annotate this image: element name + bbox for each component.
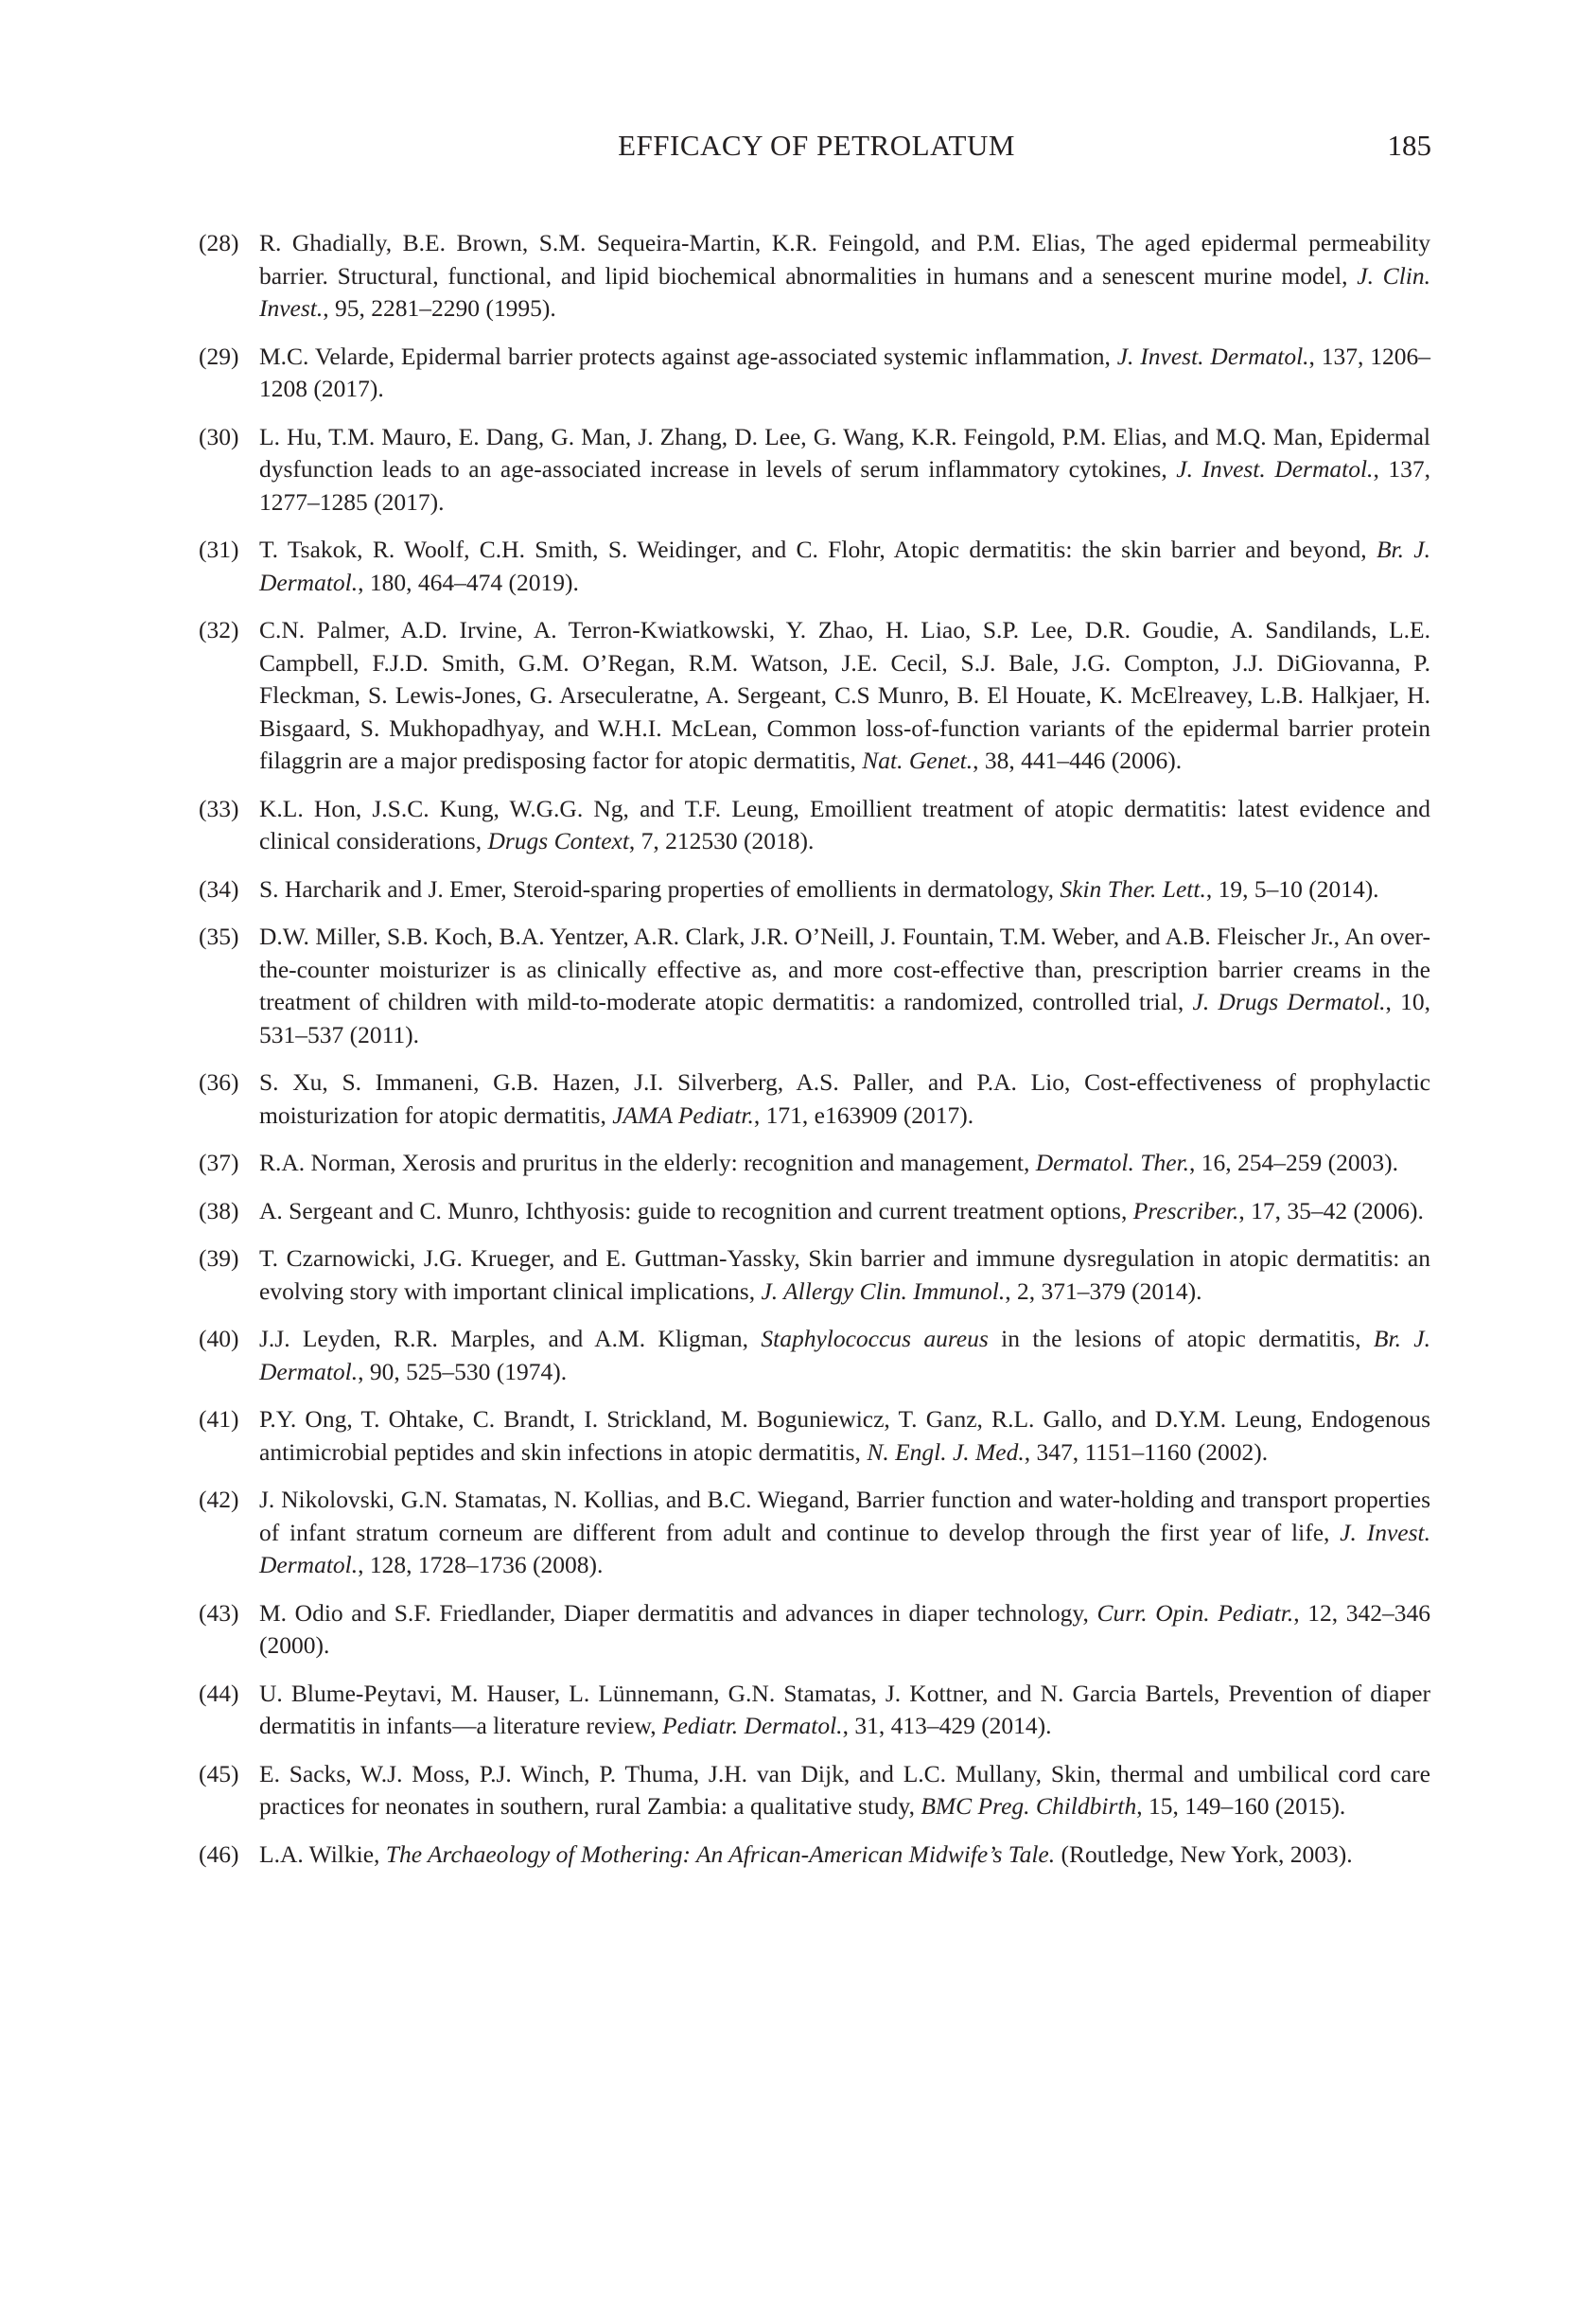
volume-number: 137	[1321, 342, 1359, 370]
volume-number: 16	[1201, 1149, 1226, 1176]
reference-text	[259, 421, 1430, 519]
reference-segment: in the lesions of atopic dermatitis,	[988, 1325, 1374, 1352]
reference-item	[199, 1323, 1430, 1388]
reference-segment: J. Nikolovski, G.N. Stamatas, N. Kollias, and B.C. Wiegand, Barrier function and water-holding and transport properties of infant stratum corneum are different from adult and continue to develop through the first year of life,	[259, 1486, 1430, 1546]
reference-text	[259, 1839, 1430, 1872]
reference-item	[199, 421, 1430, 519]
reference-item	[199, 873, 1430, 907]
volume-number: 2	[1017, 1276, 1029, 1305]
reference-number: (46)	[199, 1840, 239, 1868]
reference-segment: ,	[1373, 455, 1389, 483]
reference-segment: ,	[358, 1357, 370, 1385]
reference-segment: T. Czarnowicki, J.G. Krueger, and E. Guttman-Yassky, Skin barrier and immune dysregulation in atopic dermatitis: an evolving story with important clinical implications,	[259, 1244, 1430, 1305]
volume-number: 95	[335, 294, 360, 322]
journal-title: Skin Ther. Lett.	[1060, 874, 1206, 903]
reference-number: (36)	[199, 1068, 239, 1096]
reference-text	[259, 534, 1430, 599]
reference-segment: J.J. Leyden, R.R. Marples, and A.M. Kligman,	[259, 1325, 762, 1352]
reference-segment: M.C. Velarde, Epidermal barrier protects against age-associated systemic inflammation,	[259, 342, 1117, 370]
journal-title: The Archaeology of Mothering: An African-American Midwife’s Tale.	[385, 1840, 1056, 1868]
reference-segment: , 525–530 (1974).	[394, 1357, 568, 1385]
reference-text	[259, 1403, 1430, 1469]
reference-text	[259, 1195, 1430, 1228]
journal-title: Pediatr. Dermatol.	[662, 1712, 843, 1739]
volume-number: 90	[369, 1357, 395, 1385]
running-header	[202, 129, 1431, 170]
page-number: 185	[1387, 129, 1431, 162]
journal-title: Drugs Context	[487, 827, 629, 854]
reference-segment: ,	[1136, 1792, 1149, 1820]
reference-list	[199, 227, 1430, 1886]
volume-number: 180	[369, 568, 407, 596]
reference-segment: L.A. Wilkie,	[259, 1840, 386, 1868]
volume-number: 347	[1036, 1437, 1073, 1466]
reference-text	[259, 1147, 1430, 1180]
volume-number: 15	[1148, 1792, 1173, 1820]
reference-text	[259, 921, 1430, 1051]
reference-number: (45)	[199, 1759, 239, 1787]
reference-number: (32)	[199, 616, 239, 643]
reference-segment: ,	[1024, 1437, 1037, 1466]
reference-segment: P.Y. Ong, T. Ohtake, C. Brandt, I. Strickland, M. Boguniewicz, T. Ganz, R.L. Gallo, and D.Y.M. Leung, Endogenous antimicrobial peptides and skin infections in atopic dermatitis,	[259, 1405, 1430, 1466]
reference-segment: , 413–429 (2014).	[878, 1712, 1052, 1739]
reference-text	[259, 1066, 1430, 1132]
journal-title: Nat. Genet.	[862, 747, 973, 774]
reference-item	[199, 921, 1430, 1051]
reference-number: (42)	[199, 1486, 239, 1513]
reference-item	[199, 534, 1430, 599]
journal-title: Dermatol. Ther.	[1035, 1149, 1189, 1176]
reference-item	[199, 1147, 1430, 1180]
reference-number: (43)	[199, 1598, 239, 1627]
reference-segment: ,	[1005, 1276, 1018, 1305]
reference-item	[199, 1597, 1430, 1663]
reference-text	[259, 1678, 1430, 1743]
journal-title: Curr. Opin. Pediatr.	[1096, 1598, 1294, 1627]
reference-text	[259, 1484, 1430, 1582]
reference-item	[199, 1242, 1430, 1308]
reference-segment: ,	[358, 568, 370, 596]
reference-segment: T. Tsakok, R. Woolf, C.H. Smith, S. Weidinger, and C. Flohr, Atopic dermatitis: the skin barrier and beyond,	[259, 536, 1377, 563]
reference-segment: ,	[323, 294, 336, 322]
volume-number: 12	[1307, 1598, 1332, 1627]
reference-segment: R. Ghadially, B.E. Brown, S.M. Sequeira-Martin, K.R. Feingold, and P.M. Elias, The aged epidermal permeability barrier. Structural, functional, and lipid biochemical abnormalities in humans and a senescent murine model,	[259, 229, 1430, 290]
reference-segment: L. Hu, T.M. Mauro, E. Dang, G. Man, J. Zhang, D. Lee, G. Wang, K.R. Feingold, P.M. Elias, and M.Q. Man, Epidermal dysfunction leads to an age-associated increase in levels of serum inflammatory cytokines,	[259, 422, 1430, 483]
reference-number: (34)	[199, 874, 239, 903]
volume-number: 31	[854, 1712, 879, 1739]
reference-segment: , 342–346 (2000).	[259, 1598, 1431, 1659]
reference-segment: C.N. Palmer, A.D. Irvine, A. Terron-Kwiatkowski, Y. Zhao, H. Liao, S.P. Lee, D.R. Goudie, A. Sandilands, L.E. Campbell, F.J.D. Smith, G.M. O’Regan, R.M. Watson, J.E. Cecil, S.J. Bale, J.G. Compton, J.J. DiGiovanna, P. Fleckman, S. Lewis-Jones, G. Arseculeratne, A. Sergeant, C.S Munro, B. El Houate, K. McElreavey, L.B. Halkjaer, H. Bisgaard, S. Mukhopadhyay, and W.H.I. McLean, Common loss-of-function variants of the epidermal barrier protein filaggrin are a major predisposing factor for atopic dermatitis,	[259, 616, 1430, 774]
journal-title: Br. J. Dermatol.	[259, 1325, 1430, 1385]
reference-item	[199, 227, 1430, 326]
reference-segment: , 371–379 (2014).	[1028, 1276, 1202, 1305]
reference-number: (35)	[199, 923, 239, 950]
volume-number: 137	[1388, 455, 1425, 483]
reference-text	[259, 614, 1430, 778]
reference-text	[259, 227, 1430, 326]
reference-text	[259, 1323, 1430, 1388]
reference-segment: , 464–474 (2019).	[406, 568, 579, 596]
reference-segment: R.A. Norman, Xerosis and pruritus in the elderly: recognition and management,	[259, 1149, 1036, 1176]
reference-segment: , 2281–2290 (1995).	[359, 294, 556, 322]
reference-segment: K.L. Hon, J.S.C. Kung, W.G.G. Ng, and T.F. Leung, Emoillient treatment of atopic dermatitis: latest evidence and clinical considerations,	[259, 794, 1430, 854]
reference-number: (28)	[199, 229, 239, 256]
reference-text	[259, 1758, 1430, 1823]
reference-number: (31)	[199, 536, 239, 563]
reference-segment: ,	[842, 1712, 855, 1739]
reference-segment: ,	[1385, 988, 1401, 1015]
journal-title: Prescriber.	[1132, 1196, 1239, 1224]
reference-number: (39)	[199, 1244, 239, 1272]
reference-segment: ,	[1308, 342, 1322, 370]
reference-segment: , 531–537 (2011).	[259, 988, 1431, 1048]
volume-number: 10	[1400, 988, 1425, 1015]
reference-number: (38)	[199, 1196, 239, 1224]
reference-item	[199, 1678, 1430, 1743]
reference-item	[199, 793, 1430, 858]
reference-text	[259, 1597, 1430, 1663]
reference-item	[199, 1839, 1430, 1872]
volume-number: 19	[1218, 874, 1243, 903]
reference-segment: , 35–42 (2006).	[1274, 1196, 1424, 1224]
reference-number: (41)	[199, 1405, 239, 1433]
reference-segment: ,	[1205, 874, 1219, 903]
reference-segment: (Routledge, New York, 2003).	[1055, 1840, 1353, 1868]
volume-number: 17	[1251, 1196, 1275, 1224]
journal-title: JAMA Pediatr.	[612, 1100, 754, 1129]
reference-item	[199, 1403, 1430, 1469]
reference-segment: , 7, 212530 (2018).	[628, 827, 815, 854]
reference-segment: , 1206–1208 (2017).	[259, 342, 1430, 402]
reference-segment: , 5–10 (2014).	[1242, 874, 1379, 903]
journal-title: J. Drugs Dermatol.	[1192, 988, 1386, 1015]
journal-title: N. Engl. J. Med.	[867, 1437, 1025, 1466]
journal-title: J. Invest. Dermatol.	[1116, 342, 1309, 370]
reference-segment: ,	[358, 1551, 370, 1578]
reference-number: (29)	[199, 342, 239, 370]
reference-text	[259, 793, 1430, 858]
reference-number: (37)	[199, 1149, 239, 1176]
reference-segment: , 441–446 (2006).	[1008, 747, 1183, 774]
reference-segment: , 1728–1736 (2008).	[406, 1551, 604, 1578]
reference-segment: E. Sacks, W.J. Moss, P.J. Winch, P. Thuma, J.H. van Dijk, and L.C. Mullany, Skin, thermal and umbilical cord care practices for neonates in southern, rural Zambia: a qualitative study,	[259, 1759, 1430, 1820]
journal-title: J. Allergy Clin. Immunol.	[761, 1276, 1006, 1305]
reference-segment: , 149–160 (2015).	[1172, 1792, 1346, 1820]
reference-segment: , 254–259 (2003).	[1225, 1149, 1398, 1176]
reference-segment: D.W. Miller, S.B. Koch, B.A. Yentzer, A.R. Clark, J.R. O’Neill, J. Fountain, T.M. Weber, and A.B. Fleischer Jr., An over-the-counter moisturizer is as clinically effective as, and more cost-effective than, prescription barrier creams in the treatment of children with mild-to-moderate atopic dermatitis: a randomized, controlled trial,	[259, 923, 1430, 1015]
reference-item	[199, 1758, 1430, 1823]
reference-item	[199, 1066, 1430, 1132]
reference-text	[259, 341, 1430, 406]
reference-item	[199, 614, 1430, 778]
reference-segment: ,	[1238, 1196, 1252, 1224]
reference-segment: S. Harcharik and J. Emer, Steroid-sparing properties of emollients in dermatology,	[259, 874, 1061, 903]
reference-segment: , 1151–1160 (2002).	[1072, 1437, 1269, 1466]
reference-item	[199, 1195, 1430, 1228]
reference-number: (30)	[199, 422, 239, 450]
reference-item	[199, 1484, 1430, 1582]
volume-number: 171	[765, 1100, 802, 1129]
reference-item	[199, 341, 1430, 406]
reference-number: (33)	[199, 794, 239, 822]
reference-number: (40)	[199, 1325, 239, 1352]
journal-title: J. Invest. Dermatol.	[259, 1518, 1430, 1578]
journal-title: Staphylococcus aureus	[761, 1325, 989, 1352]
reference-segment: ,	[753, 1100, 766, 1129]
reference-segment: S. Xu, S. Immaneni, G.B. Hazen, J.I. Silverberg, A.S. Paller, and P.A. Lio, Cost-effectiveness of prophylactic moisturization for atopic dermatitis,	[259, 1068, 1430, 1129]
reference-segment: A. Sergeant and C. Munro, Ichthyosis: guide to recognition and current treatment options,	[259, 1196, 1133, 1224]
reference-number: (44)	[199, 1679, 239, 1707]
reference-segment: ,	[1188, 1149, 1201, 1176]
journal-title: J. Invest. Dermatol.	[1176, 455, 1374, 483]
volume-number: 128	[369, 1551, 407, 1578]
reference-segment: , 1277–1285 (2017).	[259, 455, 1430, 516]
reference-segment: U. Blume-Peytavi, M. Hauser, L. Lünnemann, G.N. Stamatas, J. Kottner, and N. Garcia Bartels, Prevention of diaper dermatitis in infants—a literature review,	[259, 1679, 1430, 1739]
reference-segment: M. Odio and S.F. Friedlander, Diaper dermatitis and advances in diaper technology,	[259, 1598, 1097, 1627]
reference-text	[259, 1242, 1430, 1308]
running-title: EFFICACY OF PETROLATUM	[618, 129, 1015, 162]
reference-text	[259, 873, 1430, 907]
volume-number: 38	[984, 747, 1009, 774]
journal-title: J. Clin. Invest.	[259, 261, 1430, 322]
journal-title: BMC Preg. Childbirth	[921, 1792, 1137, 1820]
reference-segment: , e163909 (2017).	[801, 1100, 974, 1129]
reference-segment: ,	[973, 747, 985, 774]
journal-title: Br. J. Dermatol.	[259, 536, 1430, 596]
reference-segment: ,	[1293, 1598, 1308, 1627]
